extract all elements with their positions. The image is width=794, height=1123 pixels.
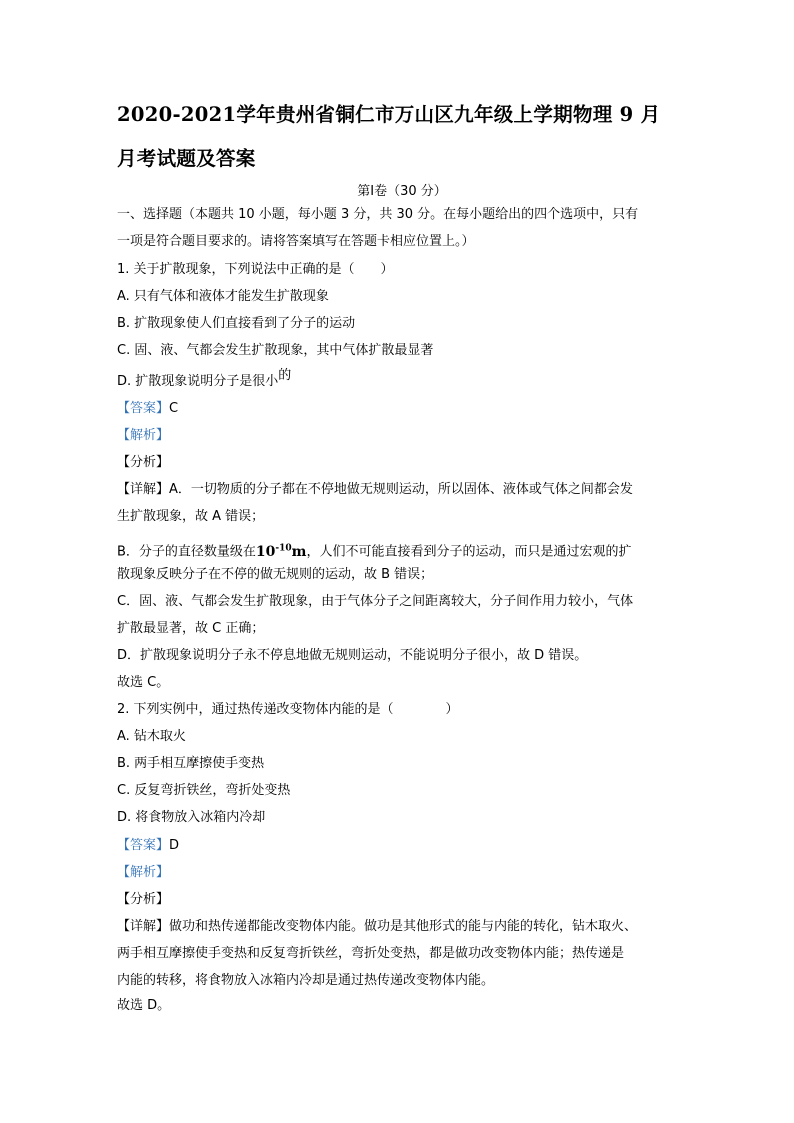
question-1-option-a: A. 只有气体和液体才能发生扩散现象 bbox=[117, 289, 329, 304]
fenxi-label: 【分析】 bbox=[117, 455, 170, 470]
question-1-detail-d-line1: D．扩散现象说明分子永不停息地做无规则运动，不能说明分子很小，故 D 错误。 bbox=[117, 648, 588, 663]
question-1-detail-c-line1: C．固、液、气都会发生扩散现象，由于气体分子之间距离较大，分子间作用力较小，气体 bbox=[117, 594, 634, 609]
question-2-detail-line2: 两手相互摩擦使手变热和反复弯折铁丝，弯折处变热，都是做功改变物体内能；热传递是 bbox=[117, 946, 625, 961]
math-base: 10 bbox=[255, 543, 276, 560]
question-1-detail-c-line2: 扩散最显著，故 C 正确； bbox=[117, 621, 265, 636]
fenxi-label: 【分析】 bbox=[117, 892, 170, 907]
question-1-option-c: C. 固、液、气都会发生扩散现象，其中气体扩散最显著 bbox=[117, 343, 434, 358]
question-2-option-b: B. 两手相互摩擦使手变热 bbox=[117, 756, 265, 771]
question-1-answer bbox=[117, 401, 178, 417]
question-1-option-d-text: D. 扩散现象说明分子是很小 bbox=[117, 374, 279, 389]
answer-value: C bbox=[169, 401, 179, 416]
question-1-detail-a-line2: 生扩散现象，故 A 错误； bbox=[117, 509, 265, 524]
math-unit: m bbox=[291, 543, 307, 560]
answer-label: 【答案】 bbox=[117, 838, 170, 853]
document-title-line1: 2020-2021学年贵州省铜仁市万山区九年级上学期物理 9 月 bbox=[117, 103, 661, 126]
instructions-line1: 一、选择题（本题共 10 小题，每小题 3 分，共 30 分。在每小题给出的四个选项中，只有 bbox=[117, 207, 639, 222]
instructions-line2: 一项是符合题目要求的。请将答案填写在答题卡相应位置上。） bbox=[117, 234, 475, 249]
question-2-option-d: D. 将食物放入冰箱内冷却 bbox=[117, 810, 266, 825]
document-title-line2: 月考试题及答案 bbox=[117, 147, 256, 170]
analysis-label: 【解析】 bbox=[117, 428, 170, 443]
question-2-option-a: A. 钻木取火 bbox=[117, 729, 186, 744]
question-1-option-d-tail: 的 bbox=[278, 368, 292, 383]
detail-b-suffix: ，人们不可能直接看到分子的运动，而只是通过宏观的扩 bbox=[306, 544, 632, 560]
question-2-detail-line1 bbox=[117, 919, 637, 935]
question-1-detail-b-line2: 散现象反映分子在不停的做无规则的运动，故 B 错误； bbox=[117, 567, 434, 582]
section-header: 第Ⅰ卷（30 分） bbox=[357, 184, 447, 199]
math-exponent: -10 bbox=[275, 543, 292, 553]
detail-label: 【详解】 bbox=[117, 919, 170, 934]
question-2-stem: 2. 下列实例中，通过热传递改变物体内能的是（ ） bbox=[117, 702, 459, 717]
question-1-option-d bbox=[117, 368, 292, 390]
question-1-stem: 1. 关于扩散现象，下列说法中正确的是（ ） bbox=[117, 262, 394, 277]
question-2-option-c: C. 反复弯折铁丝，弯折处变热 bbox=[117, 783, 291, 798]
question-1-detail-a-line1 bbox=[117, 482, 633, 498]
question-2-conclusion: 故选 D。 bbox=[117, 998, 171, 1013]
question-1-conclusion: 故选 C。 bbox=[117, 675, 170, 690]
detail-label: 【详解】 bbox=[117, 482, 170, 497]
question-1-option-b: B. 扩散现象使人们直接看到了分子的运动 bbox=[117, 316, 356, 331]
math-expression bbox=[256, 544, 307, 560]
question-2-detail-line3: 内能的转移，将食物放入冰箱内冷却是通过热传递改变物体内能。 bbox=[117, 973, 495, 988]
analysis-label: 【解析】 bbox=[117, 865, 170, 880]
question-1-detail-b-line1 bbox=[117, 540, 632, 561]
detail-b-prefix: B．分子的直径数量级在 bbox=[117, 544, 256, 560]
detail-text: A．一切物质的分子都在不停地做无规则运动，所以固体、液体或气体之间都会发 bbox=[169, 482, 633, 497]
detail-text: 做功和热传递都能改变物体内能。做功是其他形式的能与内能的转化，钻木取火、 bbox=[169, 919, 638, 934]
answer-label: 【答案】 bbox=[117, 401, 170, 416]
answer-value: D bbox=[169, 838, 180, 853]
question-2-answer bbox=[117, 838, 179, 854]
